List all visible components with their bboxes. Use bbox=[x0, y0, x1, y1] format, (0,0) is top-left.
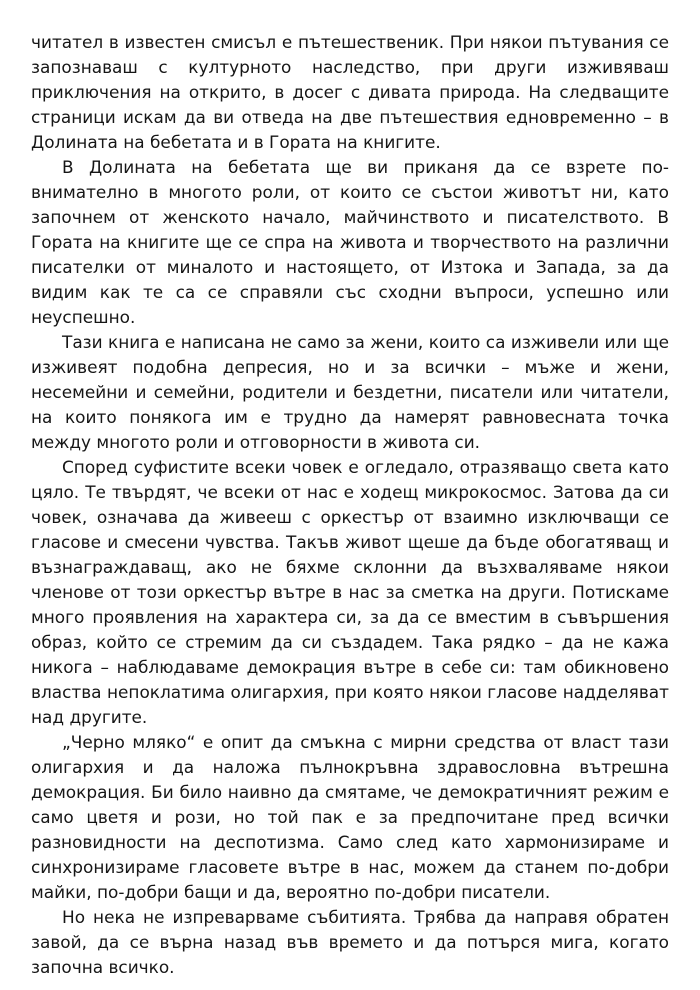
paragraph: Но нека не изпреварваме събитията. Трябва да направя обратен завой, да се върна назад във времето и да потърся мига, когато започна всичко. bbox=[31, 907, 669, 977]
paragraph: Тази книга е написана не само за жени, които са изживели или ще изживеят подобна депресия, но и за всички – мъже и жени, несемейни и семейни, родители и бездетни, писатели или читатели, на които понякога им е трудно да намерят равновесната точка между многото роли и отговорности в живота си. bbox=[31, 332, 669, 452]
paragraph: Според суфистите всеки човек е огледало, отразяващо света като цяло. Те твърдят, че всеки от нас е ходещ микрокосмос. Затова да си човек, означава да живееш с оркестър от взаимно изключващи се гласове и смесени чувства. Такъв живот щеше да бъде обогатяващ и възнаграждаващ, ако не бяхме склонни да възхваляваме някои членове от този оркестър вътре в нас за сметка на други. Потискаме много проявления на характера си, за да се вместим в съвършения образ, който се стремим да си създадем. Така рядко – да не кажа никога – наблюдаваме демокрация вътре в себе си: там обикновено властва непоклатима олигархия, при която някои гласове надделяват над другите. bbox=[31, 457, 669, 727]
page-body bbox=[31, 30, 669, 980]
paragraph: „Черно мляко“ е опит да смъкна с мирни средства от власт тази олигархия и да наложа пълнокръвна здравословна вътрешна демокрация. Би било наивно да смятаме, че демократичният режим е само цветя и рози, но той пак е за предпочитане пред всички разновидности на деспотизма. Само след като хармонизираме и синхронизираме гласовете вътре в нас, можем да станем по-добри майки, по-добри бащи и да, вероятно по-добри писатели. bbox=[31, 732, 669, 902]
paragraph-continued: читател в известен смисъл е пътешественик. При някои пътувания се запознаваш с културното наследство, при други изживяваш приключения на открито, в досег с дивата природа. На следващите страници искам да ви отведа на две пътешествия едновременно – в Долината на бебетата и в Гората на книгите. bbox=[31, 32, 669, 152]
paragraph: В Долината на бебетата ще ви приканя да се взрете по-внимателно в многото роли, от които се състои животът ни, като започнем от женското начало, майчинството и писателството. В Гората на книгите ще се спра на живота и творчеството на различни писателки от миналото и настоящето, от Изтока и Запада, за да видим как те са се справяли със сходни въпроси, успешно или неуспешно. bbox=[31, 157, 669, 327]
